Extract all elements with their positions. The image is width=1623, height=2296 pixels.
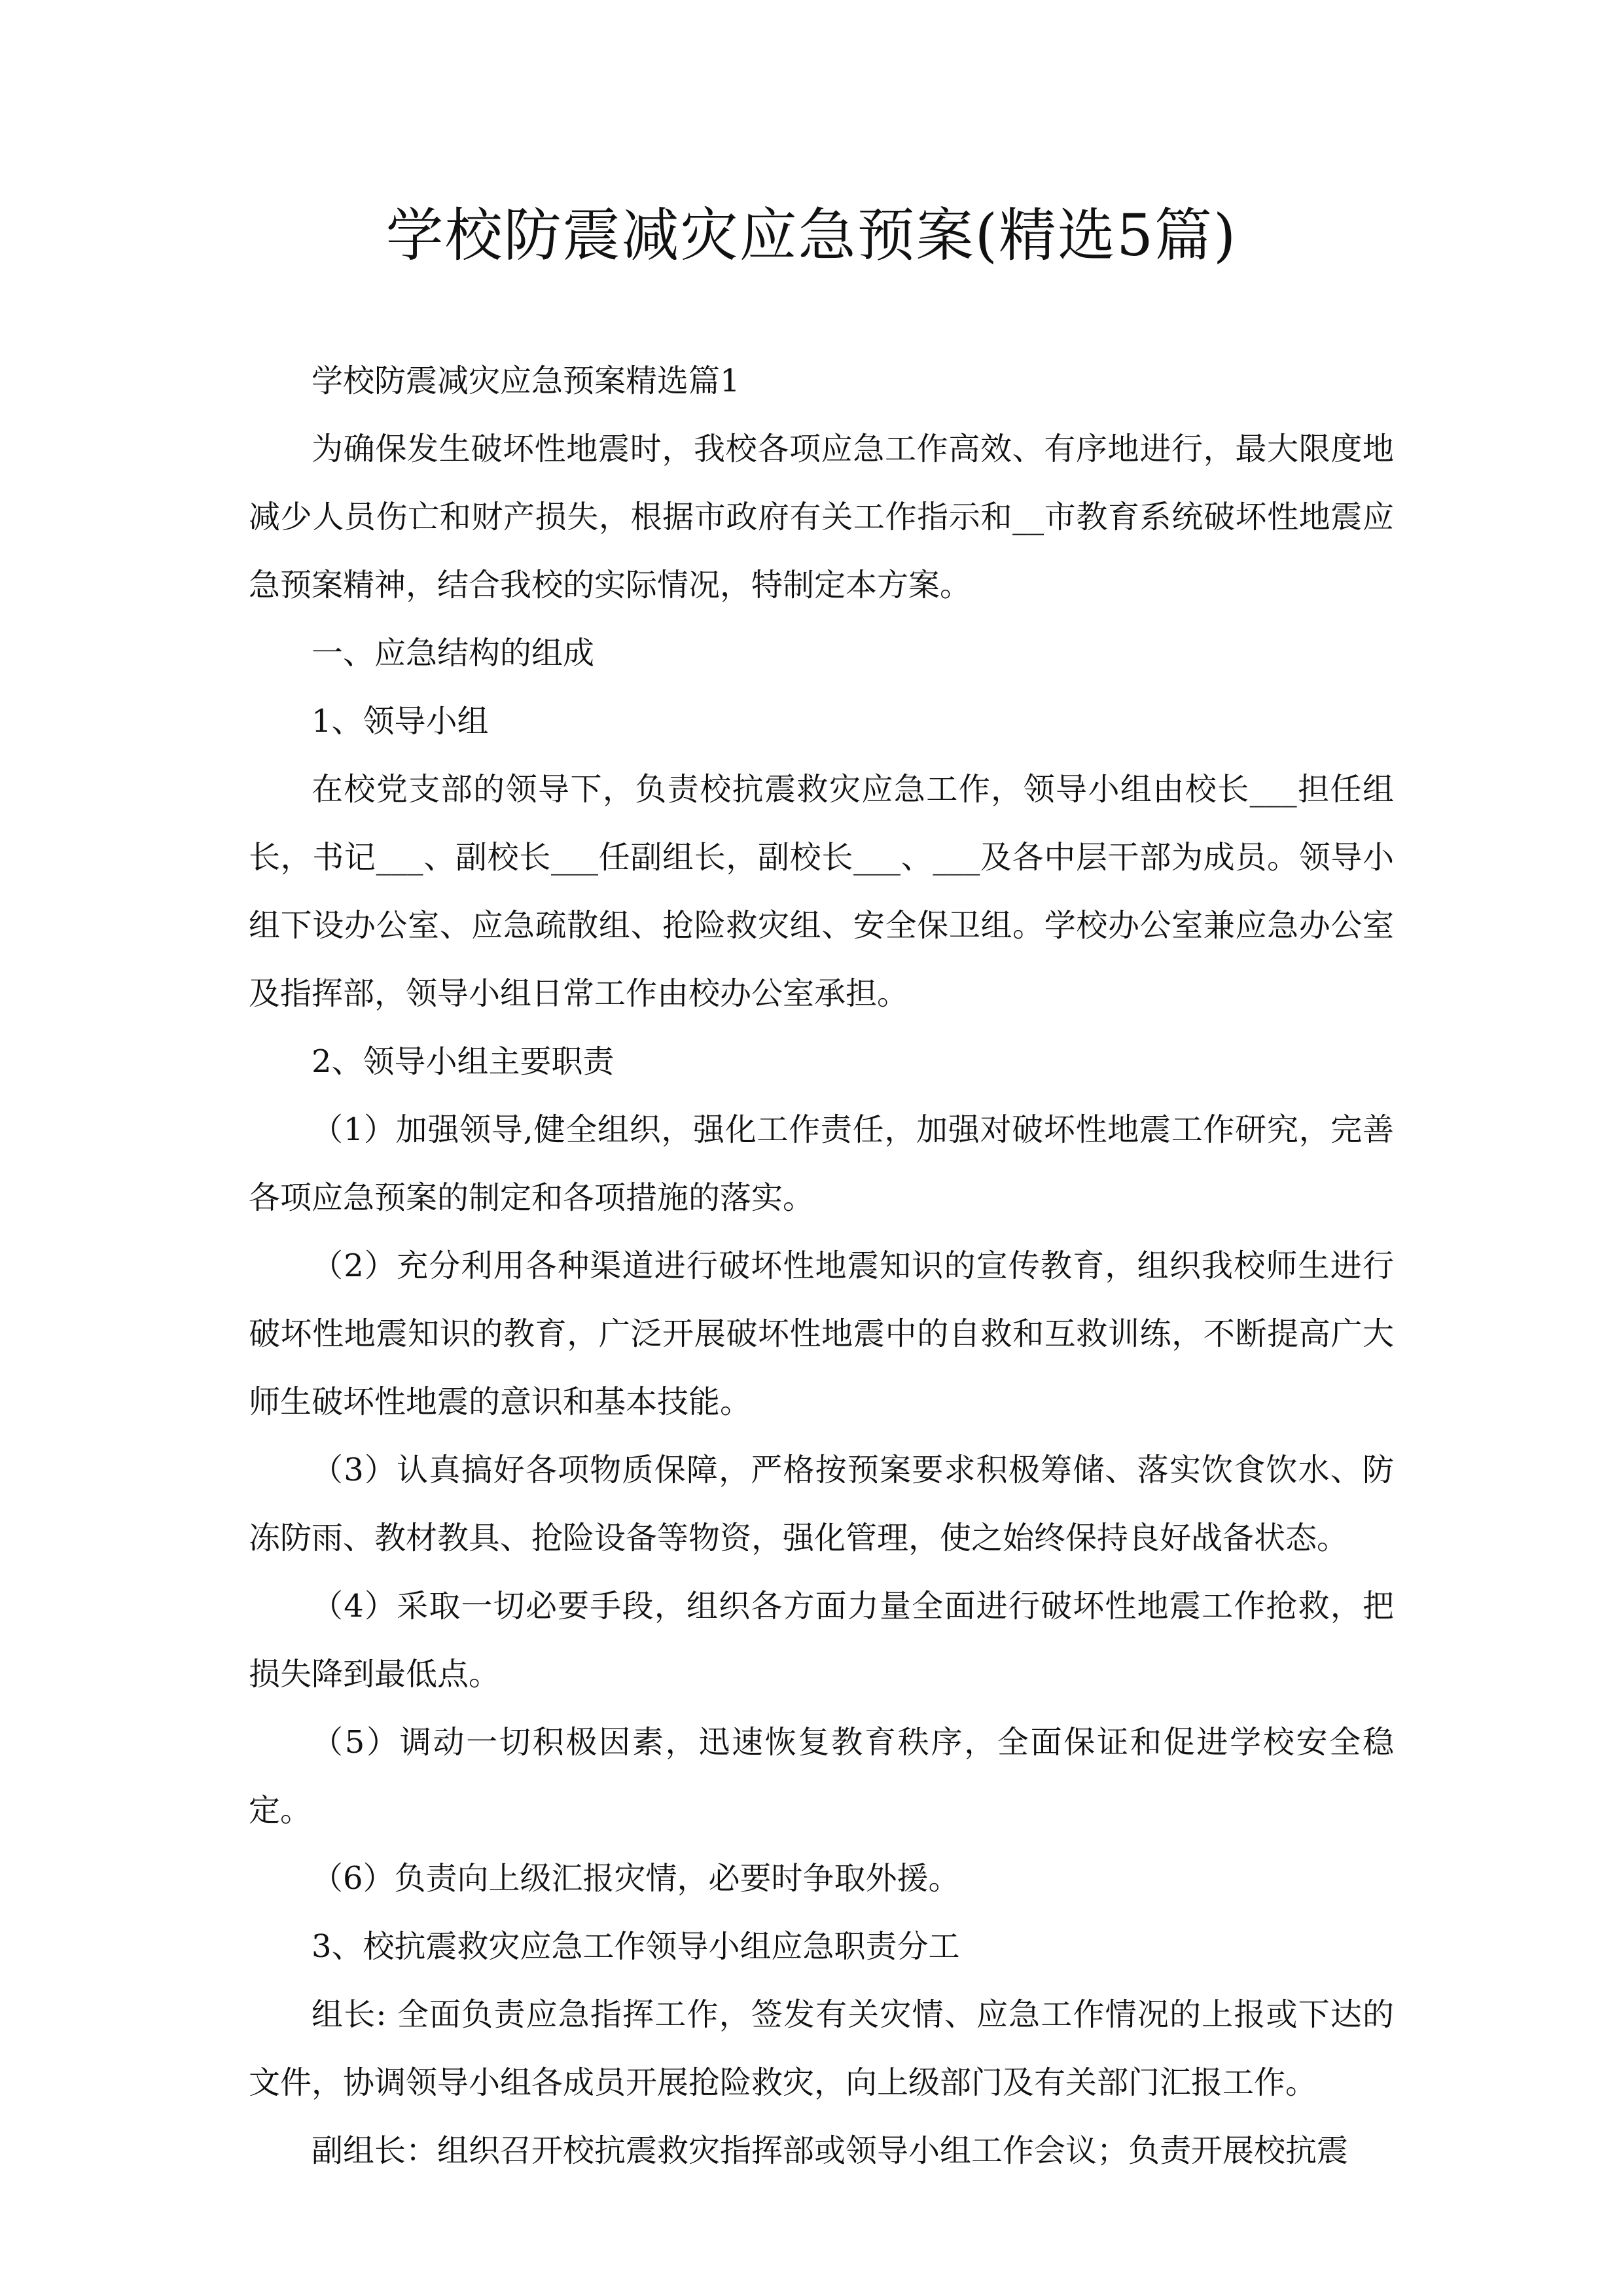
heading-emergency-structure: 一、应急结构的组成 — [312, 635, 595, 672]
duty-item-6: （6）负责向上级汇报灾情，必要时争取外援。 — [312, 1860, 960, 1897]
deputy-leader-duty-paragraph: 副组长：组织召开校抗震救灾指挥部或领导小组工作会议；负责开展校抗震 — [312, 2132, 1349, 2169]
document-body — [249, 347, 1394, 2185]
heading-leadership-group: 1、领导小组 — [312, 703, 489, 740]
duty-item-3: （3）认真搞好各项物质保障，严格按预案要求积极筹储、落实饮食饮水、防冻防雨、教材教具、抢险设备等物资，强化管理，使之始终保持良好战备状态。 — [249, 1452, 1394, 1556]
duty-item-4: （4）采取一切必要手段，组织各方面力量全面进行破坏性地震工作抢救，把损失降到最低点。 — [249, 1588, 1394, 1693]
duty-item-2: （2）充分利用各种渠道进行破坏性地震知识的宣传教育，组织我校师生进行破坏性地震知识的教育，广泛开展破坏性地震中的自救和互救训练，不断提高广大师生破坏性地震的意识和基本技能。 — [249, 1247, 1394, 1420]
heading-duty-division: 3、校抗震救灾应急工作领导小组应急职责分工 — [312, 1928, 960, 1965]
duty-item-5: （5）调动一切积极因素，迅速恢复教育秩序，全面保证和促进学校安全稳定。 — [249, 1724, 1394, 1829]
leader-duty-paragraph: 组长: 全面负责应急指挥工作，签发有关灾情、应急工作情况的上报或下达的文件，协调领导小组各成员开展抢险救灾，向上级部门及有关部门汇报工作。 — [249, 1996, 1394, 2101]
duty-item-1: （1）加强领导,健全组织，强化工作责任，加强对破坏性地震工作研究，完善各项应急预案的制定和各项措施的落实。 — [249, 1111, 1394, 1216]
heading-main-duties: 2、领导小组主要职责 — [312, 1043, 615, 1080]
intro-paragraph: 为确保发生破坏性地震时，我校各项应急工作高效、有序地进行，最大限度地减少人员伤亡和财产损失，根据市政府有关工作指示和__市教育系统破坏性地震应急预案精神，结合我校的实际情况，特制定本方案。 — [249, 431, 1394, 603]
leadership-group-paragraph: 在校党支部的领导下，负责校抗震救灾应急工作，领导小组由校长___担任组长，书记___、副校长___任副组长，副校长___、___及各中层干部为成员。领导小组下设办公室、应急疏散组、抢险救灾组、安全保卫组。学校办公室兼应急办公室及指挥部，领导小组日常工作由校办公室承担。 — [249, 771, 1394, 1012]
document-title: 学校防震减灾应急预案(精选5篇) — [385, 202, 1238, 269]
section-heading-1: 学校防震减灾应急预案精选篇1 — [312, 363, 740, 399]
